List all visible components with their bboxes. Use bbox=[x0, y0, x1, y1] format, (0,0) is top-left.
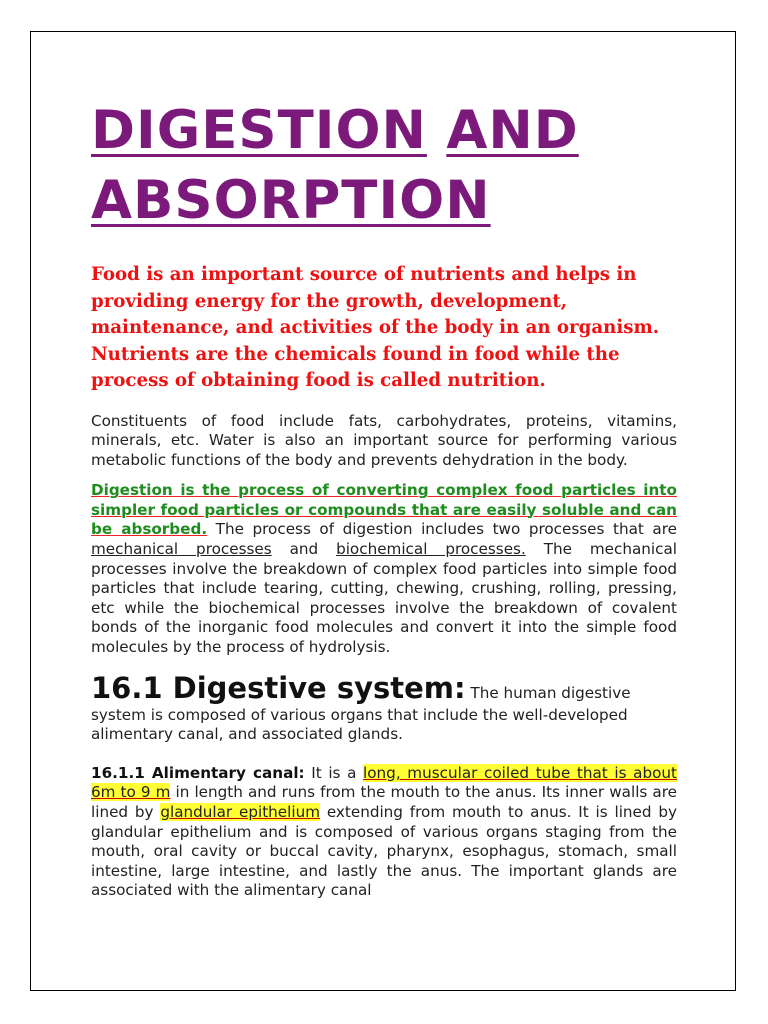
subsection-text-c: extending from mouth to anus. It is lined by glandular epithelium and is composed of various organs staging from the mouth, oral cavity or buccal cavity, pharynx, esophagus, stomach, small intestine, large intestine, and lastly the anus. The important glands are associated with the alimentary canal bbox=[91, 803, 677, 900]
mechanical-processes-term: mechanical processes bbox=[91, 540, 272, 559]
section-heading: 16.1 Digestive system: bbox=[91, 670, 466, 705]
title-word-digestion: DIGESTION bbox=[91, 100, 427, 161]
title-word-and: AND bbox=[446, 100, 579, 161]
subsection-heading: 16.1.1 Alimentary canal: bbox=[91, 763, 305, 782]
digestion-paragraph bbox=[91, 481, 677, 657]
digestion-text-a: The process of digestion includes two processes that are bbox=[207, 520, 677, 539]
digestion-definition: Digestion is the process of converting complex food particles into simpler food particles or compounds that are easily soluble and can be absorbed. bbox=[91, 481, 677, 539]
highlight-tube-length: long, muscular coiled tube that is about 6m to 9 m bbox=[91, 763, 677, 802]
alimentary-canal-paragraph bbox=[91, 764, 677, 901]
page-content bbox=[91, 96, 677, 901]
digestive-system-section bbox=[91, 670, 677, 745]
section-text: The human digestive system is composed of various organs that include the well-developed alimentary canal, and associated glands. bbox=[91, 683, 631, 744]
intro-paragraph: Food is an important source of nutrients and helps in providing energy for the growth, development, maintenance, and activities of the body in an organism. Nutrients are the chemicals found in food while the process of obtaining food is called nutrition. bbox=[91, 264, 660, 391]
biochemical-processes-term: biochemical processes. bbox=[336, 540, 526, 559]
page-title bbox=[91, 96, 677, 236]
digestion-text-and: and bbox=[271, 540, 337, 559]
constituents-paragraph: Constituents of food include fats, carbohydrates, proteins, vitamins, minerals, etc. Water is also an important source for performing various metabolic functions of the body and prevents dehydration in the body. bbox=[91, 411, 677, 469]
digestion-text-b: The mechanical processes involve the breakdown of complex food particles into simple food particles that include tearing, cutting, chewing, crushing, rolling, pressing, etc while the biochemical processes involve the breakdown of covalent bonds of the inorganic food molecules and convert it into the simple food molecules by the process of hydrolysis. bbox=[91, 540, 677, 657]
subsection-text-a: It is a bbox=[304, 763, 364, 782]
title-word-absorption: ABSORPTION bbox=[91, 170, 491, 231]
document-page bbox=[30, 31, 736, 991]
highlight-glandular-epithelium: glandular epithelium bbox=[160, 803, 320, 821]
subsection-text-b: in length and runs from the mouth to the anus. Its inner walls are lined by bbox=[91, 783, 677, 821]
